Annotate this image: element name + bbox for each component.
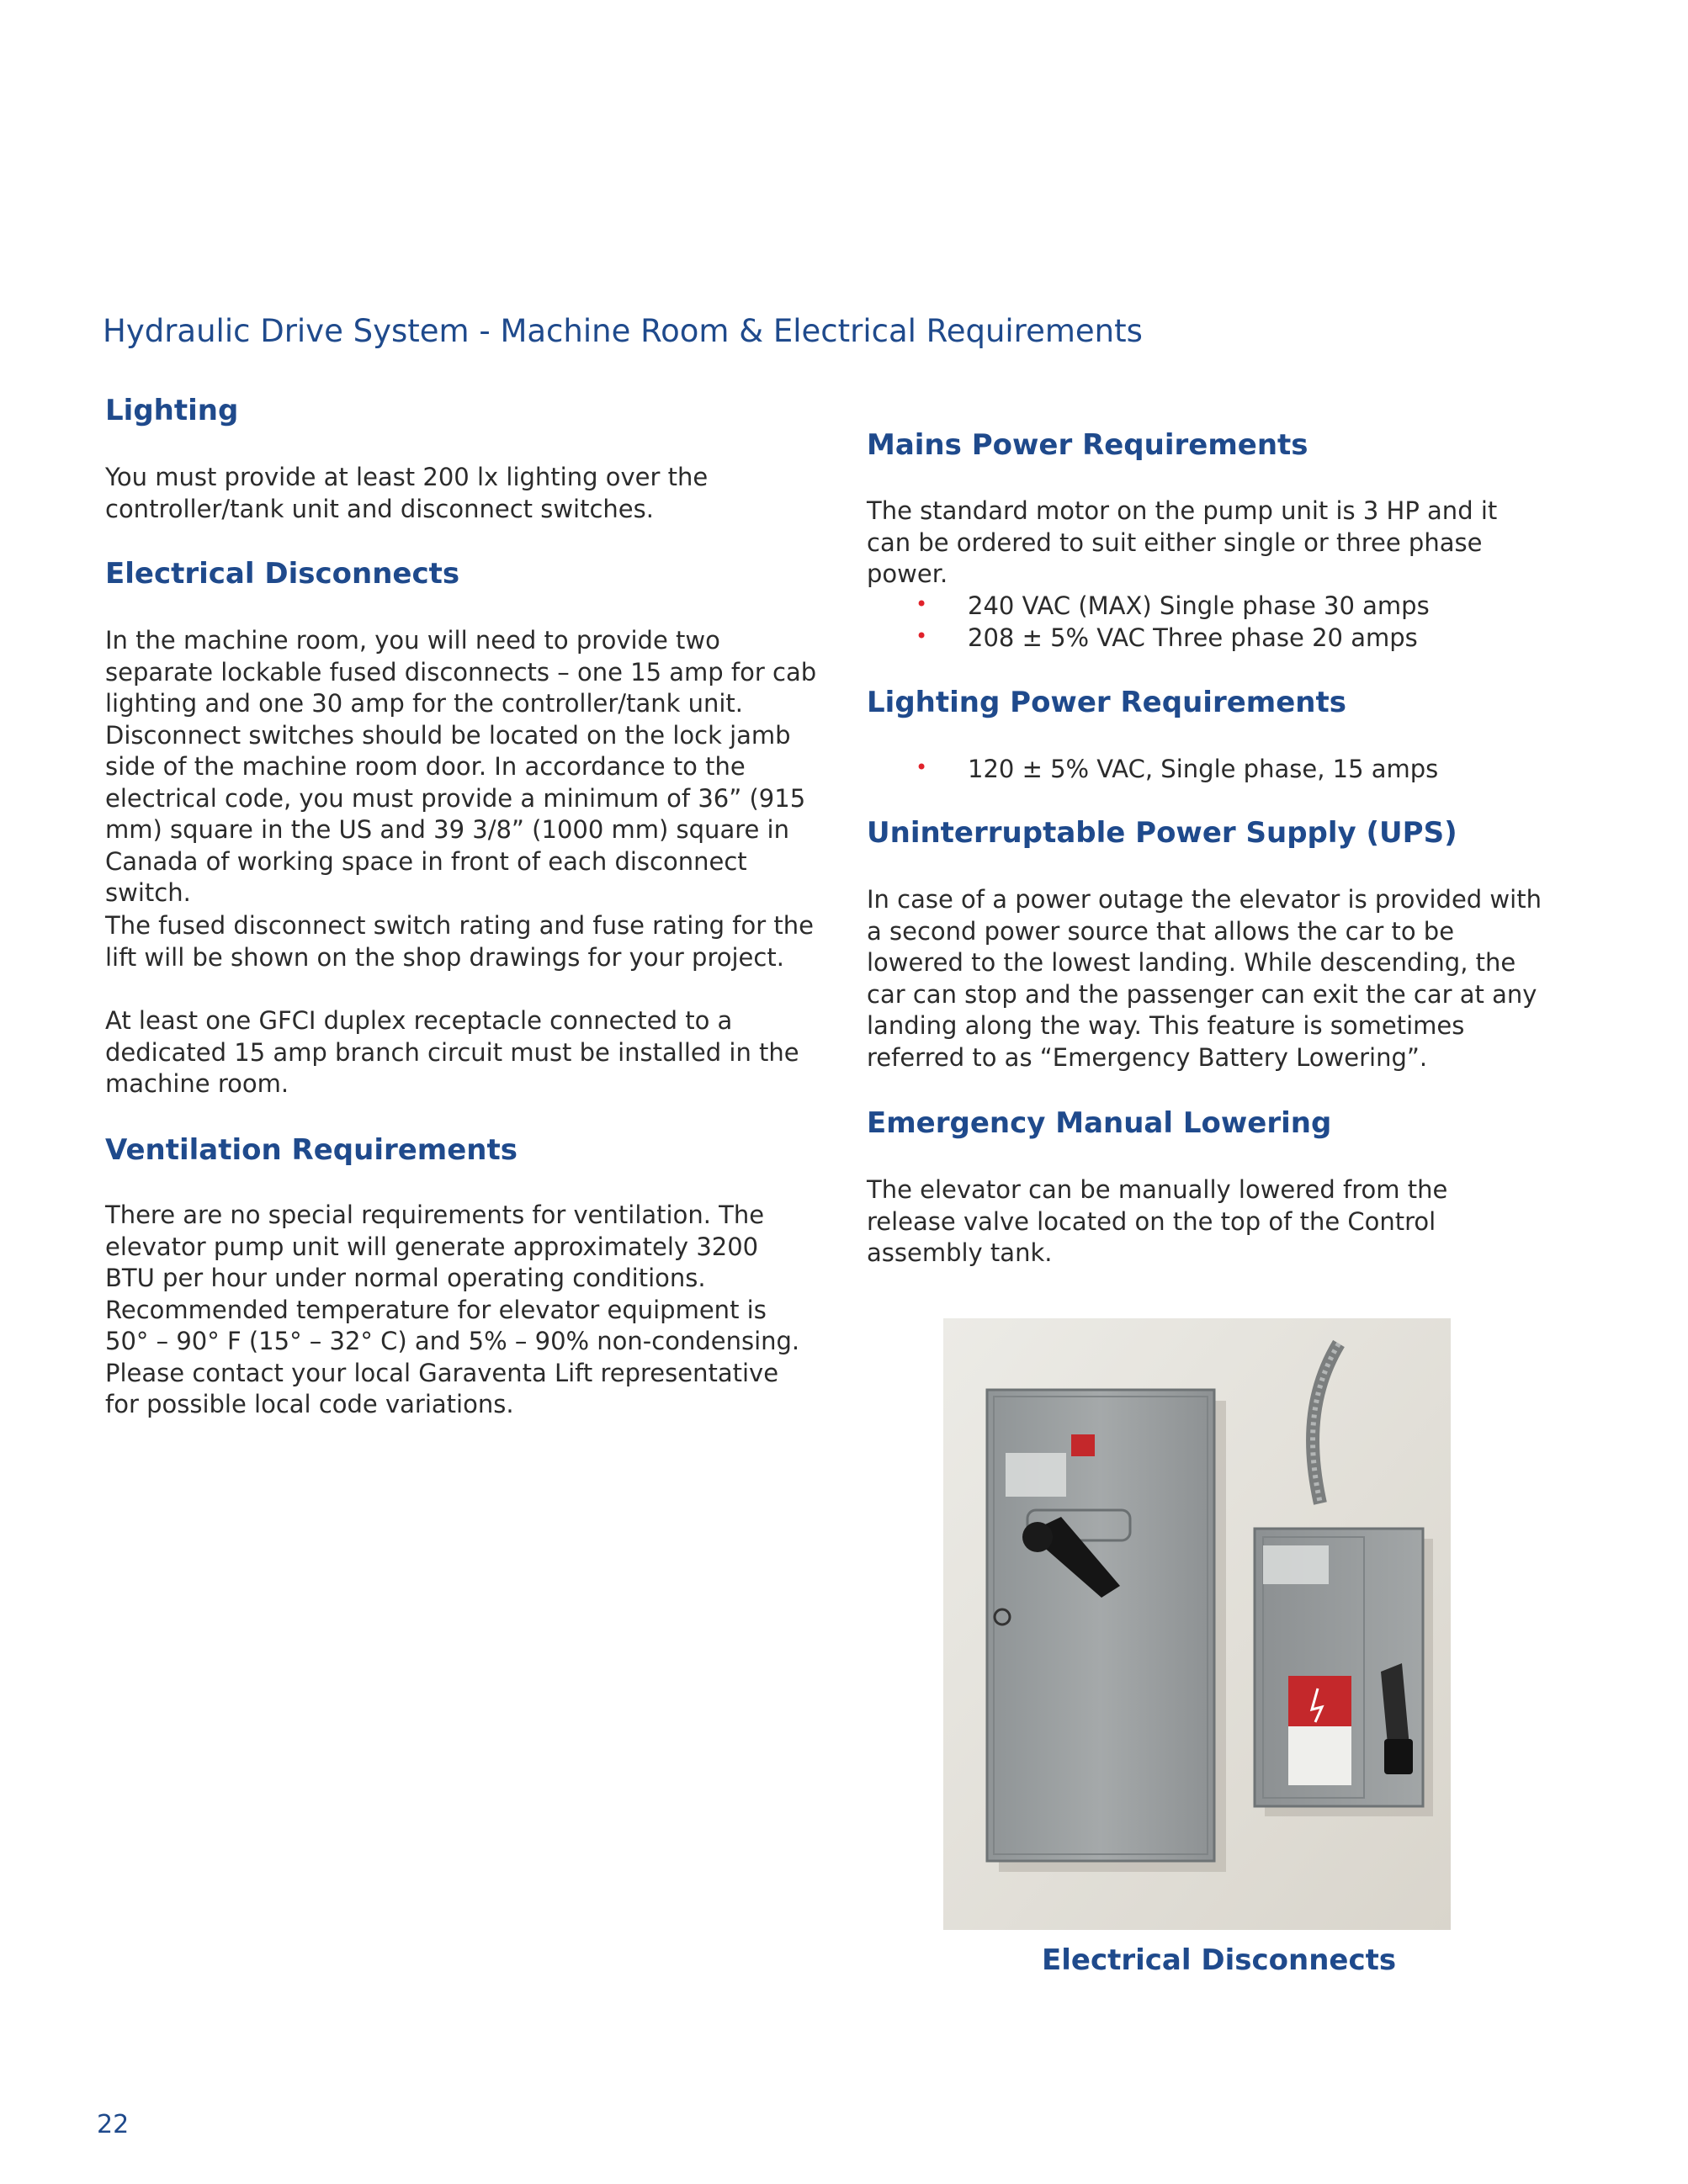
ups-text: In case of a power outage the elevator is provided with a second power source that allows the car to be lowered to the lowest landing. While descending, the car can stop and the passenger can exit the car at any landing along the way. This feature is sometimes referred to as “Emergency Battery Lowering”. bbox=[867, 885, 1542, 1072]
mains-power-heading: Mains Power Requirements bbox=[867, 428, 1308, 462]
ventilation-text: There are no special requirements for ventilation. The elevator pump unit will generate approximately 3200 BTU per hour under normal operating conditions. Recommended temperature for elevator equipment is 50° – 90° F (15° – 32° C) and 5% – 90% non-condensing. Please contact your local Garaventa Lift representative for possible local code variations. bbox=[105, 1201, 800, 1418]
lighting-power-heading: Lighting Power Requirements bbox=[867, 686, 1346, 719]
disconnects-paragraph-2-wrap bbox=[105, 910, 820, 973]
manual-lowering-heading: Emergency Manual Lowering bbox=[867, 1106, 1332, 1140]
mains-power-text: The standard motor on the pump unit is 3 HP and it can be ordered to suit either single or three phase power. bbox=[867, 496, 1498, 588]
photo-caption: Electrical Disconnects bbox=[1042, 1943, 1397, 1977]
list-item: • 208 ± 5% VAC Three phase 20 amps bbox=[916, 623, 1430, 655]
disconnects-paragraph-3: At least one GFCI duplex receptacle connected to a dedicated 15 amp branch circuit must be installed in the machine room. bbox=[105, 1006, 799, 1098]
disconnects-paragraph-1: In the machine room, you will need to provide two separate lockable fused disconnects – one 15 amp for cab lighting and one 30 amp for the controller/tank unit. Disconnect switches should be located on the lock jamb side of the machine room door. In accordance to the electrical code, you must provide a minimum of 36” (915 mm) square in the US and 39 3/8” (1000 mm) square in Canada of working space in front of each disconnect switch. bbox=[105, 626, 817, 907]
disconnects-paragraph-3-wrap bbox=[105, 1005, 820, 1100]
electrical-disconnects-photo bbox=[943, 1318, 1451, 1930]
list-item: • 240 VAC (MAX) Single phase 30 amps bbox=[916, 591, 1430, 623]
disconnects-text bbox=[105, 625, 820, 909]
disconnects-paragraph-2: The fused disconnect switch rating and fuse rating for the lift will be shown on the shop drawings for your project. bbox=[105, 911, 814, 972]
ups-heading: Uninterruptable Power Supply (UPS) bbox=[867, 816, 1457, 850]
page-title: Hydraulic Drive System - Machine Room & Electrical Requirements bbox=[103, 313, 1143, 349]
electrical-disconnects-heading: Electrical Disconnects bbox=[105, 557, 460, 591]
lighting-text: You must provide at least 200 lx lighting over the controller/tank unit and disconnect switches. bbox=[105, 463, 709, 523]
ventilation-heading: Ventilation Requirements bbox=[105, 1133, 518, 1167]
page-number: 22 bbox=[97, 2110, 130, 2139]
manual-lowering-text: The elevator can be manually lowered from the release valve located on the top of the Control assembly tank. bbox=[867, 1175, 1448, 1267]
mains-power-list bbox=[916, 591, 1430, 654]
lighting-power-list bbox=[916, 754, 1438, 786]
list-item: • 120 ± 5% VAC, Single phase, 15 amps bbox=[916, 754, 1438, 786]
lighting-heading: Lighting bbox=[105, 394, 239, 427]
